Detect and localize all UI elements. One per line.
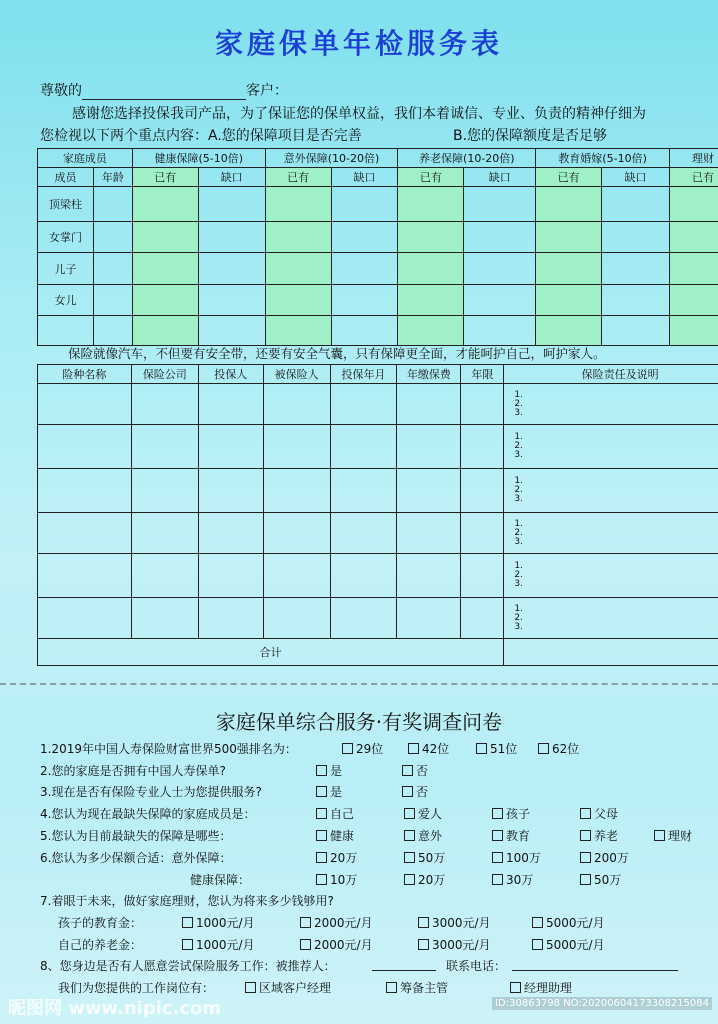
cell[interactable]: [38, 425, 132, 469]
age-cell[interactable]: [93, 253, 132, 285]
responsibility-cell[interactable]: [504, 554, 718, 598]
cell[interactable]: [330, 425, 397, 469]
cell[interactable]: [464, 316, 536, 346]
option-label: 3000元/月: [432, 916, 491, 930]
q1-option[interactable]: [476, 740, 517, 757]
q5-option[interactable]: [492, 827, 530, 844]
checkbox[interactable]: [492, 874, 503, 885]
cell[interactable]: [263, 425, 330, 469]
resp-item: 3.: [514, 494, 523, 504]
cell[interactable]: [38, 598, 132, 639]
option-label: 理财: [668, 829, 693, 843]
subheader-gap: 缺口: [602, 168, 670, 187]
cell[interactable]: [198, 384, 263, 425]
option-label: 是: [330, 785, 343, 799]
cell[interactable]: [464, 253, 536, 285]
cell[interactable]: [198, 187, 265, 222]
cell[interactable]: [397, 384, 461, 425]
page-title: 家庭保单年检服务表: [214, 27, 503, 60]
checkbox[interactable]: [404, 874, 415, 885]
q7a-option[interactable]: [532, 914, 605, 931]
policy-row: [38, 554, 718, 598]
checkbox[interactable]: [580, 830, 591, 841]
option-label: 5000元/月: [546, 938, 605, 952]
q7b-option[interactable]: [182, 936, 255, 953]
resp-item: 3.: [514, 536, 523, 547]
checkbox[interactable]: [418, 917, 429, 928]
cell[interactable]: [464, 222, 536, 253]
q8-text: 8、您身边是否有人愿意尝试保险服务工作：被推荐人：: [40, 959, 336, 973]
resp-item: 1.: [514, 432, 523, 442]
cell[interactable]: [461, 425, 504, 469]
watermark-site: 昵图网 www.nipic.com: [8, 998, 222, 1019]
checkbox[interactable]: [538, 743, 549, 754]
checkbox[interactable]: [316, 765, 327, 776]
checkbox[interactable]: [316, 874, 327, 885]
cell[interactable]: [331, 222, 398, 253]
checkbox[interactable]: [402, 765, 413, 776]
option-label: 否: [416, 764, 429, 778]
q7b-option[interactable]: [418, 936, 491, 953]
policy-row: [38, 425, 718, 469]
cell[interactable]: [397, 425, 461, 469]
option-label: 100万: [506, 851, 541, 865]
total-label: 合计: [38, 639, 504, 666]
responsibility-cell[interactable]: [504, 384, 718, 425]
q7a-option[interactable]: [300, 914, 373, 931]
header-accident: 意外保障(10-20倍): [265, 149, 398, 168]
q6-text: 6.您认为多少保额合适：意外保障：: [40, 851, 232, 865]
q8b-option[interactable]: [510, 979, 572, 996]
q6-option[interactable]: [580, 849, 629, 866]
option-label: 经理助理: [524, 981, 573, 995]
policy-row: [38, 469, 718, 513]
cell[interactable]: [398, 187, 464, 222]
checkbox[interactable]: [492, 808, 503, 819]
cell[interactable]: [602, 285, 670, 316]
member-name: [38, 316, 94, 346]
option-label: 50万: [418, 851, 446, 865]
policy-table: [37, 364, 718, 666]
cell[interactable]: [265, 222, 331, 253]
checkbox[interactable]: [580, 808, 591, 819]
q7a-option[interactable]: [182, 914, 255, 931]
cell[interactable]: [132, 253, 198, 285]
option-label: 爱人: [418, 807, 443, 821]
option-label: 1000元/月: [196, 916, 255, 930]
option-label: 62位: [552, 742, 580, 756]
q1-option[interactable]: [408, 740, 449, 757]
member-name: 顶梁柱: [38, 187, 94, 222]
q3-text: 3.现在是否有保险专业人士为您提供服务?: [40, 785, 262, 799]
checkbox[interactable]: [316, 786, 327, 797]
cell[interactable]: [265, 253, 331, 285]
option-label: 自己: [330, 807, 355, 821]
subheader-have: 已有: [398, 168, 464, 187]
cell[interactable]: [131, 425, 198, 469]
option-label: 42位: [422, 742, 450, 756]
header-company: 保险公司: [131, 365, 198, 384]
total-value-cell[interactable]: [504, 639, 718, 666]
option-label: 2000元/月: [314, 938, 373, 952]
q7a-text: 孩子的教育金：: [58, 916, 143, 930]
q2-option[interactable]: [316, 762, 342, 779]
age-cell[interactable]: [93, 222, 132, 253]
cell[interactable]: [397, 513, 461, 554]
cell[interactable]: [331, 285, 398, 316]
checkbox[interactable]: [408, 743, 419, 754]
cell[interactable]: [198, 253, 265, 285]
header-finance: 理财: [669, 149, 718, 168]
cell[interactable]: [330, 598, 397, 639]
q3-option[interactable]: [316, 783, 342, 800]
cell[interactable]: [602, 187, 670, 222]
checkbox[interactable]: [316, 830, 327, 841]
header-start-date: 投保年月: [330, 365, 397, 384]
customer-name-blank[interactable]: [82, 85, 246, 100]
subheader-gap: 缺口: [464, 168, 536, 187]
option-label: 养老: [594, 829, 619, 843]
policy-row: [38, 513, 718, 554]
q7b-option[interactable]: [300, 936, 373, 953]
option-label: 是: [330, 764, 343, 778]
resp-item: 2.: [514, 485, 523, 495]
checkbox[interactable]: [510, 982, 521, 993]
cell[interactable]: [131, 384, 198, 425]
intro-line-1: 感谢您选择投保我司产品，为了保证您的保单权益，我们本着诚信、专业、负责的精神仔细为: [72, 106, 646, 122]
cell[interactable]: [265, 285, 331, 316]
cell[interactable]: [132, 285, 198, 316]
subheader-age: 年龄: [93, 168, 132, 187]
cell[interactable]: [198, 554, 263, 598]
subheader-have: 已有: [669, 168, 718, 187]
resp-item: 2.: [514, 527, 523, 538]
checkbox[interactable]: [404, 852, 415, 863]
q4-option[interactable]: [580, 805, 618, 822]
option-label: 区域客户经理: [259, 981, 332, 995]
cell[interactable]: [464, 285, 536, 316]
option-label: 否: [416, 785, 429, 799]
header-health: 健康保障(5-10倍): [132, 149, 265, 168]
member-row: [38, 285, 718, 316]
option-label: 10万: [330, 873, 358, 887]
q6-option[interactable]: [316, 849, 357, 866]
resp-item: 3.: [514, 450, 523, 460]
option-label: 51位: [490, 742, 518, 756]
cell[interactable]: [263, 598, 330, 639]
resp-item: 1.: [514, 389, 523, 400]
option-label: 2000元/月: [314, 916, 373, 930]
subheader-gap: 缺口: [331, 168, 398, 187]
q5-option[interactable]: [654, 827, 692, 844]
cell[interactable]: [263, 554, 330, 598]
checkbox[interactable]: [386, 982, 397, 993]
q1-option[interactable]: [538, 740, 579, 757]
checkbox[interactable]: [418, 939, 429, 950]
cell[interactable]: [461, 469, 504, 513]
cell[interactable]: [330, 513, 397, 554]
q7b-option[interactable]: [532, 936, 605, 953]
option-label: 5000元/月: [546, 916, 605, 930]
option-label: 意外: [418, 829, 443, 843]
resp-item: 3.: [514, 407, 523, 418]
cell[interactable]: [669, 253, 718, 285]
cell[interactable]: [461, 384, 504, 425]
q4-text: 4.您认为现在最缺失保障的家庭成员是：: [40, 807, 256, 821]
cell[interactable]: [198, 425, 263, 469]
header-insurance-type: 险种名称: [38, 365, 132, 384]
header-insured: 被保险人: [263, 365, 330, 384]
slogan: 保险就像汽车，不但要有安全带，还要有安全气囊，只有保障更全面，才能呵护自己，呵护家人。: [68, 346, 606, 361]
cell[interactable]: [397, 554, 461, 598]
option-label: 3000元/月: [432, 938, 491, 952]
cell[interactable]: [602, 253, 670, 285]
q4-option[interactable]: [404, 805, 442, 822]
cell[interactable]: [330, 384, 397, 425]
q3-option[interactable]: [402, 783, 428, 800]
cell[interactable]: [38, 384, 132, 425]
referee-blank[interactable]: [372, 970, 436, 971]
checkbox[interactable]: [404, 830, 415, 841]
cell[interactable]: [132, 316, 198, 346]
checkbox[interactable]: [532, 939, 543, 950]
dashed-divider: [0, 683, 718, 685]
q7-text: 7.着眼于未来，做好家庭理财，您认为将来多少钱够用?: [40, 894, 334, 908]
header-term: 年限: [461, 365, 504, 384]
member-row: [38, 253, 718, 285]
subheader-gap: 缺口: [198, 168, 265, 187]
cell[interactable]: [198, 285, 265, 316]
cell[interactable]: [397, 469, 461, 513]
option-label: 孩子: [506, 807, 531, 821]
option-label: 筹备主管: [400, 981, 449, 995]
checkbox[interactable]: [316, 808, 327, 819]
q5-option[interactable]: [316, 827, 354, 844]
member-name: 儿子: [38, 253, 94, 285]
member-name: 女掌门: [38, 222, 94, 253]
option-label: 父母: [594, 807, 619, 821]
age-cell[interactable]: [93, 316, 132, 346]
cell[interactable]: [131, 469, 198, 513]
cell[interactable]: [669, 316, 718, 346]
checkbox[interactable]: [654, 830, 665, 841]
total-row: [38, 639, 718, 666]
cell[interactable]: [131, 598, 198, 639]
cell[interactable]: [669, 187, 718, 222]
cell[interactable]: [461, 598, 504, 639]
checkbox[interactable]: [316, 852, 327, 863]
resp-item: 2.: [514, 570, 523, 580]
checkbox[interactable]: [532, 917, 543, 928]
q6b-option[interactable]: [580, 871, 621, 888]
q1-text: 1.2019年中国人寿保险财富世界500强排名为：: [40, 742, 297, 756]
q5-option[interactable]: [580, 827, 618, 844]
q6b-text: 健康保障：: [190, 873, 251, 887]
option-label: 1000元/月: [196, 938, 255, 952]
resp-item: 3.: [514, 621, 523, 632]
cell[interactable]: [263, 469, 330, 513]
q8b-option[interactable]: [245, 979, 331, 996]
header-pension: 养老保障(10-20倍): [398, 149, 536, 168]
q4-option[interactable]: [492, 805, 530, 822]
subheader-have: 已有: [132, 168, 198, 187]
checkbox[interactable]: [492, 852, 503, 863]
subheader-have: 已有: [265, 168, 331, 187]
cell[interactable]: [536, 285, 602, 316]
resp-item: 2.: [514, 441, 523, 451]
intro-line-2b: B.您的保障额度是否足够: [453, 128, 608, 144]
resp-item: 1.: [514, 518, 523, 529]
cell[interactable]: [398, 222, 464, 253]
family-coverage-table: [37, 148, 718, 346]
option-label: 50万: [594, 873, 622, 887]
cell[interactable]: [330, 469, 397, 513]
checkbox[interactable]: [492, 830, 503, 841]
q4-option[interactable]: [316, 805, 354, 822]
cell[interactable]: [131, 513, 198, 554]
resp-item: 2.: [514, 612, 523, 623]
survey-title: 家庭保单综合服务·有奖调查问卷: [215, 710, 503, 734]
q8-phone-label: 联系电话：: [446, 959, 507, 973]
cell[interactable]: [461, 554, 504, 598]
age-cell[interactable]: [93, 187, 132, 222]
policy-row: [38, 598, 718, 639]
q6b-option[interactable]: [316, 871, 357, 888]
policy-row: [38, 384, 718, 425]
q8b-text: 我们为您提供的工作岗位有：: [58, 981, 215, 995]
cell[interactable]: [398, 316, 464, 346]
cell[interactable]: [132, 187, 198, 222]
cell[interactable]: [38, 469, 132, 513]
cell[interactable]: [536, 316, 602, 346]
intro-line-2: 您检视以下两个重点内容：A.您的保障项目是否完善: [40, 128, 362, 144]
option-label: 20万: [418, 873, 446, 887]
option-label: 健康: [330, 829, 355, 843]
cell[interactable]: [669, 222, 718, 253]
cell[interactable]: [263, 513, 330, 554]
option-label: 教育: [506, 829, 531, 843]
checkbox[interactable]: [245, 982, 256, 993]
cell[interactable]: [38, 554, 132, 598]
cell[interactable]: [602, 222, 670, 253]
option-label: 30万: [506, 873, 534, 887]
cell[interactable]: [398, 285, 464, 316]
resp-item: 3.: [514, 579, 523, 589]
option-label: 20万: [330, 851, 358, 865]
q6-option[interactable]: [492, 849, 541, 866]
cell[interactable]: [38, 513, 132, 554]
greeting-line: [40, 80, 288, 100]
q7a-option[interactable]: [418, 914, 491, 931]
member-row: [38, 316, 718, 346]
q8b-option[interactable]: [386, 979, 448, 996]
checkbox[interactable]: [182, 917, 193, 928]
header-annual-premium: 年缴保费: [397, 365, 461, 384]
cell[interactable]: [331, 316, 398, 346]
q6b-option[interactable]: [404, 871, 445, 888]
cell[interactable]: [398, 253, 464, 285]
cell[interactable]: [331, 253, 398, 285]
checkbox[interactable]: [300, 917, 311, 928]
q2-option[interactable]: [402, 762, 428, 779]
q5-text: 5.您认为目前最缺失的保障是哪些：: [40, 829, 232, 843]
phone-blank[interactable]: [512, 970, 678, 971]
cell[interactable]: [536, 187, 602, 222]
cell[interactable]: [464, 187, 536, 222]
header-responsibility: 保险责任及说明: [504, 365, 718, 384]
checkbox[interactable]: [476, 743, 487, 754]
option-label: 29位: [356, 742, 384, 756]
cell[interactable]: [536, 253, 602, 285]
member-name: 女儿: [38, 285, 94, 316]
checkbox[interactable]: [342, 743, 353, 754]
q2-text: 2.您的家庭是否拥有中国人寿保单?: [40, 764, 226, 778]
option-label: 200万: [594, 851, 629, 865]
checkbox[interactable]: [580, 852, 591, 863]
header-education: 教育婚嫁(5-10倍): [536, 149, 670, 168]
cell[interactable]: [331, 187, 398, 222]
cell[interactable]: [198, 598, 263, 639]
cell[interactable]: [265, 316, 331, 346]
resp-item: 2.: [514, 398, 523, 409]
q1-option[interactable]: [342, 740, 383, 757]
q6-option[interactable]: [404, 849, 445, 866]
cell[interactable]: [198, 316, 265, 346]
responsibility-cell[interactable]: [504, 513, 718, 554]
checkbox[interactable]: [402, 786, 413, 797]
cell[interactable]: [131, 554, 198, 598]
resp-item: 1.: [514, 476, 523, 486]
q7b-text: 自己的养老金：: [58, 938, 143, 952]
cell[interactable]: [461, 513, 504, 554]
cell[interactable]: [330, 554, 397, 598]
responsibility-cell[interactable]: [504, 469, 718, 513]
cell[interactable]: [536, 222, 602, 253]
checkbox[interactable]: [182, 939, 193, 950]
subheader-have: 已有: [536, 168, 602, 187]
resp-item: 1.: [514, 603, 523, 614]
header-family-member: 家庭成员: [38, 149, 133, 168]
member-row: [38, 187, 718, 222]
q5-option[interactable]: [404, 827, 442, 844]
subheader-member: 成员: [38, 168, 94, 187]
responsibility-cell[interactable]: [504, 598, 718, 639]
checkbox[interactable]: [404, 808, 415, 819]
greeting-prefix: 尊敬的: [40, 83, 82, 99]
age-cell[interactable]: [93, 285, 132, 316]
cell[interactable]: [602, 316, 670, 346]
member-row: [38, 222, 718, 253]
greeting-suffix: 客户：: [246, 83, 288, 99]
cell[interactable]: [397, 598, 461, 639]
checkbox[interactable]: [580, 874, 591, 885]
cell[interactable]: [132, 222, 198, 253]
cell[interactable]: [198, 513, 263, 554]
cell[interactable]: [198, 469, 263, 513]
responsibility-cell[interactable]: [504, 425, 718, 469]
header-policyholder: 投保人: [198, 365, 263, 384]
cell[interactable]: [198, 222, 265, 253]
cell[interactable]: [669, 285, 718, 316]
resp-item: 1.: [514, 561, 523, 571]
checkbox[interactable]: [300, 939, 311, 950]
cell[interactable]: [265, 187, 331, 222]
cell[interactable]: [263, 384, 330, 425]
q6b-option[interactable]: [492, 871, 533, 888]
watermark-id: ID:30863798 NO:20200604173308215084: [492, 997, 712, 1010]
